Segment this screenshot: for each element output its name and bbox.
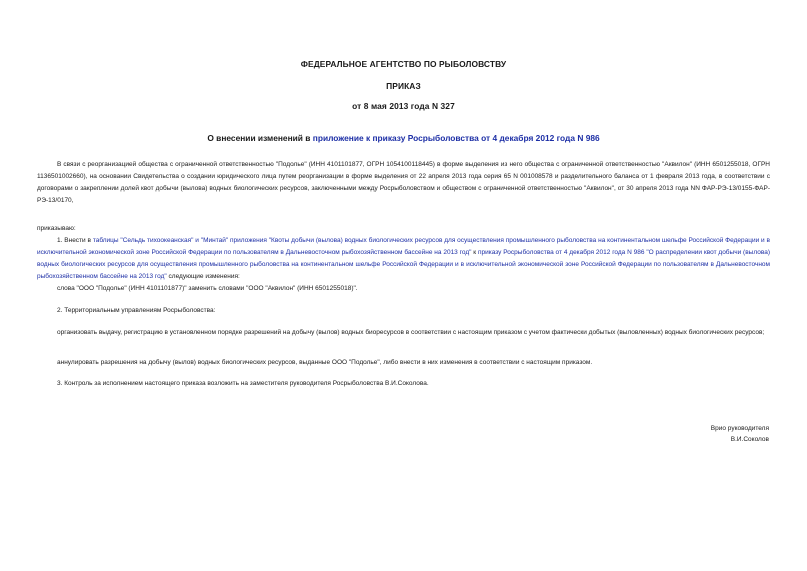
document-type: ПРИКАЗ (386, 81, 421, 91)
item-2-b: аннулировать разрешения на добычу (вылов) водных биологических ресурсов, выданные ООО "Подолье", либо внести в них изменения в соответствии с настоящим приказом. (57, 359, 593, 366)
item-1-paragraph (37, 235, 770, 283)
agency-name: ФЕДЕРАЛЬНОЕ АГЕНТСТВО ПО РЫБОЛОВСТВУ (300, 59, 507, 69)
signature-position: Врио руководителя (710, 425, 769, 432)
item-2-heading: 2. Территориальным управлениям Росрыболовства: (57, 307, 216, 314)
title-prefix: О внесении изменений в (207, 133, 313, 143)
signature-name: В.И.Соколов (730, 436, 769, 443)
item-1-end: следующие изменения: (166, 273, 240, 280)
replace-words-line: слова "ООО "Подолье" (ИНН 4101101877)" заменить словами "ООО "Аквилон" (ИНН 6501255018)". (57, 285, 358, 292)
order-word: приказываю: (37, 225, 76, 232)
item-3: 3. Контроль за исполнением настоящего приказа возложить на заместителя руководителя Росрыболовства В.И.Соколова. (57, 380, 429, 387)
item-1-middle: к (471, 249, 478, 256)
intro-paragraph: В связи с реорганизацией общества с ограниченной ответственностью "Подолье" (ИНН 4101101877, ОГРН 1054100118445) в форме выделения из него общества с ограниченной ответственностью "Аквилон" (ИНН 6501255018, ОГРН 1136501002660), на основании Свидетельства о создании юридического лица путем реорганизации в форме выделения от 22 апреля 2013 года серия 65 N 001008578 и разделительного баланса от 1 февраля 2013 года, в соответствии с договорами о закреплении долей квот добычи (вылова) водных биологических ресурсов, заключенными между Росрыболовством и обществом с ограниченной ответственностью "Аквилон", от 30 апреля 2013 года NN ФАР-РЭ-13/0155-ФАР-РЭ-13/0170, (37, 161, 770, 204)
order-986-link[interactable]: приказу Росрыболовства от 4 декабря 2012 года N 986 "О распределении квот добычи (вылова) водных биологических ресурсов для осуществления промышленного рыболовства на континентальном шельфе Российской Федерации и в исключительной экономической зоне Российской Федерации по пользователям в Дальневосточном рыбохозяйственном бассейне на 2013 год" (37, 249, 770, 280)
item-2-a: организовать выдачу, регистрацию в установленном порядке разрешений на добычу (вылов) водных биоресурсов в соответствии с настоящим приказом с учетом фактически добытых (выловленных) водных биологических ресурсов; (57, 329, 765, 336)
item-1-start: 1. Внести в (57, 237, 93, 244)
document-date: от 8 мая 2013 года N 327 (352, 101, 455, 111)
document-title (0, 133, 807, 143)
tables-link[interactable]: таблицы "Сельдь тихоокеанская" и "Минтай" приложения "Квоты добычи (вылова) водных биологических ресурсов для осуществления промышленного рыболовства на континентальном шельфе Российской Федерации и в исключительной экономической зоне Российской Федерации по пользователям в Дальневосточном рыбохозяйственном бассейне на 2013 год" (37, 237, 770, 256)
title-link[interactable]: приложение к приказу Росрыболовства от 4 декабря 2012 года N 986 (312, 133, 600, 143)
